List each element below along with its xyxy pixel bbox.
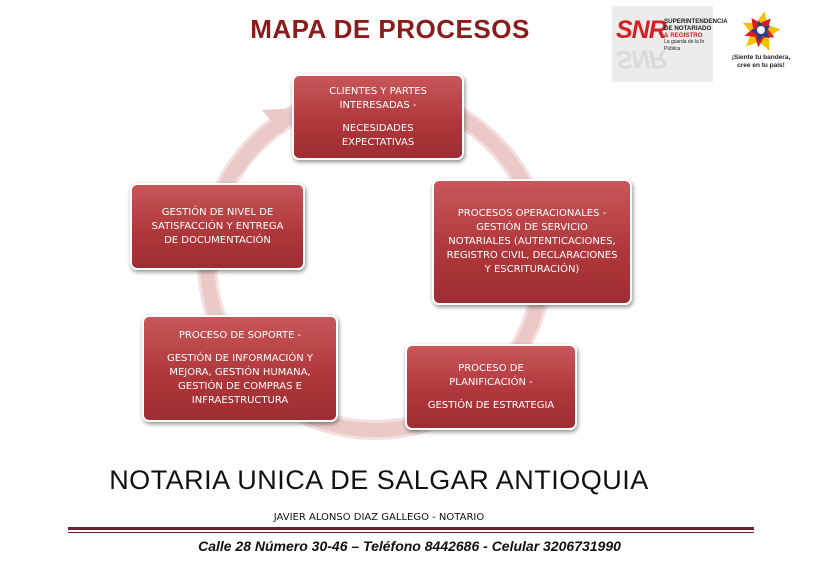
snr-logo-text: SUPERINTENDENCIA DE NOTARIADO & REGISTRO La guarda de la fe Pública <box>664 18 728 52</box>
node-procesos-operacionales: PROCESOS OPERACIONALES - GESTIÓN DE SERVICIO NOTARIALES (AUTENTICACIONES, REGISTRO CIVIL, DECLARACIONES Y ESCRITURACIÓN) <box>432 179 632 305</box>
node-proceso-soporte: PROCESO DE SOPORTE - GESTIÓN DE INFORMACIÓN Y MEJORA, GESTIÓN HUMANA, GESTIÓN DE COMPRAS E INFRAESTRUCTURA <box>142 315 338 422</box>
node-planificacion: PROCESO DE PLANIFICACIÓN - GESTIÓN DE ESTRATEGIA <box>405 344 577 430</box>
notary-name: NOTARIA UNICA DE SALGAR ANTIOQUIA <box>109 465 649 495</box>
footer-divider <box>68 527 754 530</box>
snr-logo-mark: SNR <box>616 16 666 44</box>
notary-officer: JAVIER ALONSO DIAZ GALLEGO - NOTARIO <box>273 512 485 523</box>
page-title: MAPA DE PROCESOS <box>250 14 530 44</box>
contact-address: Calle 28 Número 30-46 – Teléfono 8442686 - Celular 3206731990 <box>198 538 621 554</box>
snr-logo-reflection: SNR <box>616 45 666 73</box>
node-satisfaccion: GESTIÓN DE NIVEL DE SATISFACCIÓN Y ENTREGA DE DOCUMENTACIÓN <box>130 183 305 270</box>
footer-divider-thin <box>68 532 754 533</box>
country-brand-slogan: ¡Siente tu bandera, cree en tu país! <box>731 54 791 69</box>
node-clientes: CLIENTES Y PARTES INTERESADAS - NECESIDADES EXPECTATIVAS <box>292 74 464 160</box>
